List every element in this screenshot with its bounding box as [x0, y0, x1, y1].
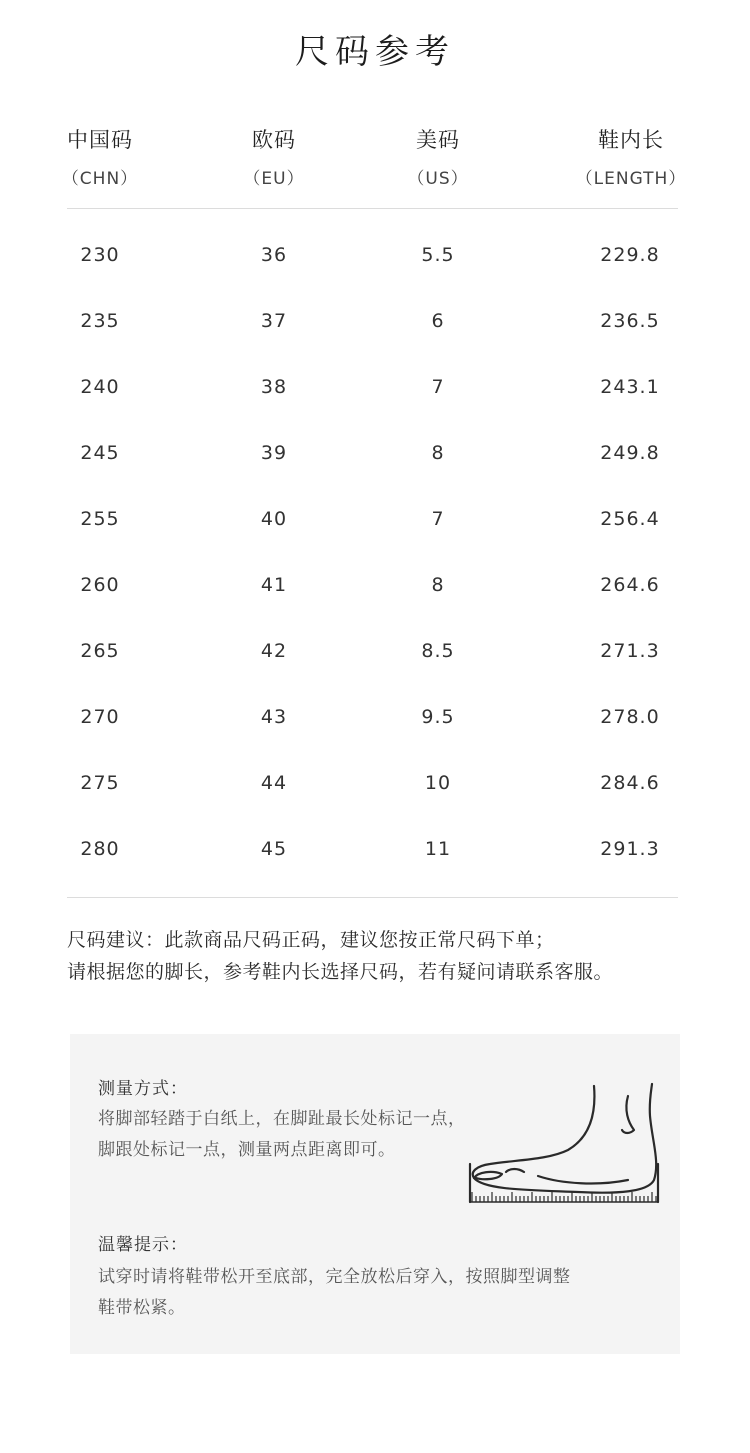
cell-length: 284.6 [600, 772, 660, 794]
cell-chn: 230 [80, 244, 120, 266]
header-eu-label: 欧码 [252, 128, 296, 152]
cell-length: 264.6 [600, 574, 660, 596]
cell-length: 249.8 [600, 442, 660, 464]
measure-line-2: 脚跟处标记一点，测量两点距离即可。 [98, 1140, 396, 1160]
cell-eu: 39 [260, 442, 288, 464]
cell-length: 271.3 [600, 640, 660, 662]
cell-eu: 38 [260, 376, 288, 398]
header-length-sub: （LENGTH） [575, 169, 687, 189]
cell-eu: 44 [260, 772, 288, 794]
cell-eu: 36 [260, 244, 288, 266]
table-row [0, 554, 750, 620]
table-header [0, 124, 750, 194]
table-row [0, 356, 750, 422]
size-advice [67, 924, 707, 988]
tips-line-1: 试穿时请将鞋带松开至底部，完全放松后穿入，按照脚型调整 [98, 1267, 571, 1287]
cell-length: 291.3 [600, 838, 660, 860]
cell-chn: 240 [80, 376, 120, 398]
table-row [0, 620, 750, 686]
header-length [551, 124, 711, 189]
header-eu [194, 124, 354, 189]
page-title: 尺码参考 [295, 32, 455, 72]
cell-eu: 41 [260, 574, 288, 596]
cell-chn: 260 [80, 574, 120, 596]
header-eu-sub: （EU） [243, 169, 305, 189]
table-row [0, 290, 750, 356]
table-row [0, 686, 750, 752]
cell-chn: 275 [80, 772, 120, 794]
cell-us: 8.5 [421, 640, 455, 662]
foot-on-ruler-icon [468, 1080, 664, 1220]
header-length-label: 鞋内长 [598, 128, 664, 152]
cell-chn: 235 [80, 310, 120, 332]
cell-us: 7 [431, 508, 445, 530]
cell-chn: 255 [80, 508, 120, 530]
cell-us: 11 [424, 838, 452, 860]
header-us [358, 124, 518, 189]
cell-length: 229.8 [600, 244, 660, 266]
cell-eu: 43 [260, 706, 288, 728]
cell-us: 8 [431, 574, 445, 596]
header-us-label: 美码 [416, 128, 460, 152]
measure-card [70, 1034, 680, 1354]
size-table-body [0, 224, 750, 884]
advice-line-2: 请根据您的脚长，参考鞋内长选择尺码，若有疑问请联系客服。 [67, 961, 614, 983]
table-row [0, 422, 750, 488]
cell-us: 6 [431, 310, 445, 332]
table-row [0, 818, 750, 884]
header-us-sub: （US） [407, 169, 469, 189]
header-chn-sub: （CHN） [61, 169, 139, 189]
cell-chn: 265 [80, 640, 120, 662]
table-row [0, 488, 750, 554]
advice-line-1: 尺码建议：此款商品尺码正码，建议您按正常尺码下单； [67, 929, 555, 951]
cell-chn: 270 [80, 706, 120, 728]
cell-length: 278.0 [600, 706, 660, 728]
header-divider [67, 208, 678, 209]
header-chn-label: 中国码 [67, 128, 133, 152]
cell-chn: 280 [80, 838, 120, 860]
table-row [0, 224, 750, 290]
cell-us: 7 [431, 376, 445, 398]
header-chn [20, 124, 180, 189]
cell-length: 256.4 [600, 508, 660, 530]
table-row [0, 752, 750, 818]
cell-us: 5.5 [421, 244, 455, 266]
cell-eu: 42 [260, 640, 288, 662]
tips-line-2: 鞋带松紧。 [98, 1298, 186, 1318]
cell-length: 236.5 [600, 310, 660, 332]
cell-us: 8 [431, 442, 445, 464]
cell-chn: 245 [80, 442, 120, 464]
cell-us: 10 [424, 772, 452, 794]
measure-line-1: 将脚部轻踏于白纸上，在脚趾最长处标记一点， [98, 1109, 466, 1129]
cell-eu: 37 [260, 310, 288, 332]
cell-length: 243.1 [600, 376, 660, 398]
cell-eu: 45 [260, 838, 288, 860]
table-bottom-divider [67, 897, 678, 898]
cell-eu: 40 [260, 508, 288, 530]
measure-label: 测量方式： [98, 1079, 188, 1099]
cell-us: 9.5 [421, 706, 455, 728]
tips-label: 温馨提示： [98, 1235, 188, 1255]
